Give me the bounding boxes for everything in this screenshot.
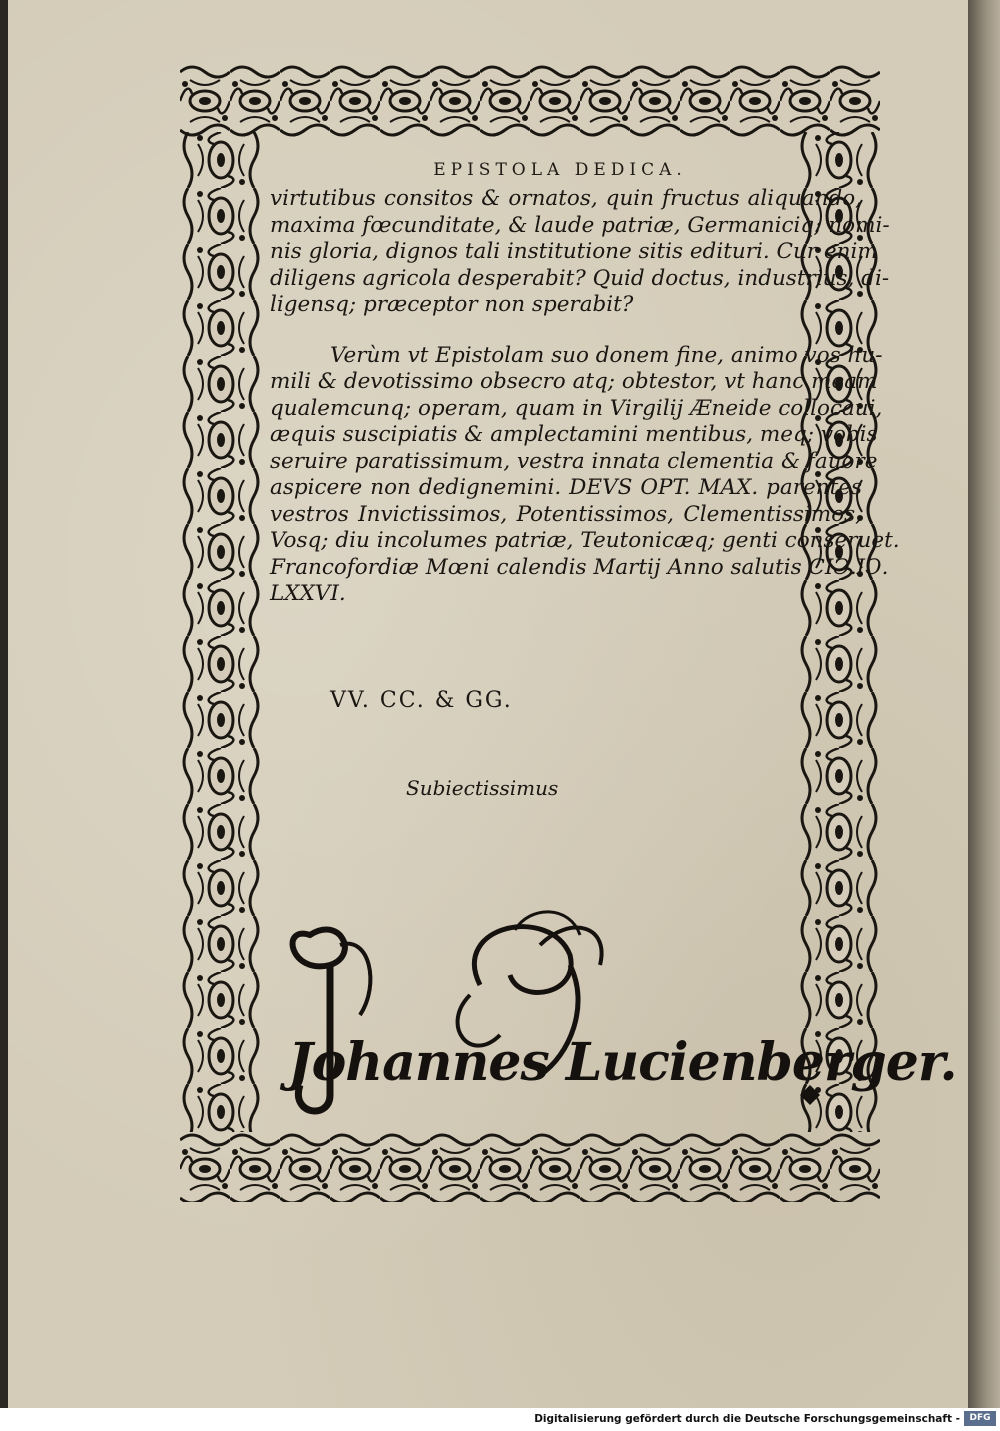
text-line: LXXVI. [270, 581, 346, 606]
top-ornament-border [180, 62, 880, 140]
subscription: Subiectissimus [406, 776, 559, 800]
running-head: EPISTOLA DEDICA. [433, 160, 687, 180]
text-line: Vosq; diu incolumes patriæ, Teutonicæq; genti conseruet. [270, 528, 900, 553]
text-line: ligensq; præceptor non sperabit? [270, 292, 634, 317]
dfg-logo-icon: DFG [964, 1411, 996, 1426]
text-line: Francofordiæ Mœni calendis Martij Anno salutis CIↃ.IↃ. [270, 554, 889, 580]
text-line: vestros Invictissimos, Potentissimos, Clementissimos, [270, 501, 862, 527]
text-line: aspicere non dedignemini. DEVS OPT. MAX. parentes [270, 475, 862, 500]
text-line: maxima fœcunditate, & laude patriæ, Germaniciq; nomi- [270, 212, 890, 238]
text-line: seruire paratissimum, vestra innata clementia & fauore [270, 448, 878, 474]
digitization-credit: Digitalisierung gefördert durch die Deutsche Forschungsgemeinschaft - [534, 1413, 960, 1425]
page-edge [968, 0, 1000, 1408]
text-line: nis gloria, dignos tali institutione sitis edituri. Cur enim [270, 239, 878, 264]
closing-salutation: VV. CC. & GG. [330, 688, 513, 713]
paragraph-2 [270, 342, 900, 608]
bottom-ornament-border [180, 1130, 880, 1202]
letter-body [270, 186, 900, 608]
text-line: virtutibus consitos & ornatos, quin fructus aliquando, [270, 186, 862, 211]
text-line: Verùm vt Epistolam suo donem fine, animo vos hu- [330, 342, 883, 368]
text-line: mili & devotissimo obsecro atq; obtestor, vt hanc meam [270, 369, 878, 394]
text-line: æquis suscipiatis & amplectamini mentibus, meq; vobis [270, 422, 878, 447]
text-line: qualemcunq; operam, quam in Virgilij Æneide collocaui, [270, 395, 883, 421]
left-ornament-border [180, 132, 262, 1132]
signature-name: Johannes Lucienberger. [288, 1032, 957, 1093]
paragraph-1 [270, 186, 890, 319]
text-line: diligens agricola desperabit? Quid doctus, industrius, di- [270, 265, 890, 291]
